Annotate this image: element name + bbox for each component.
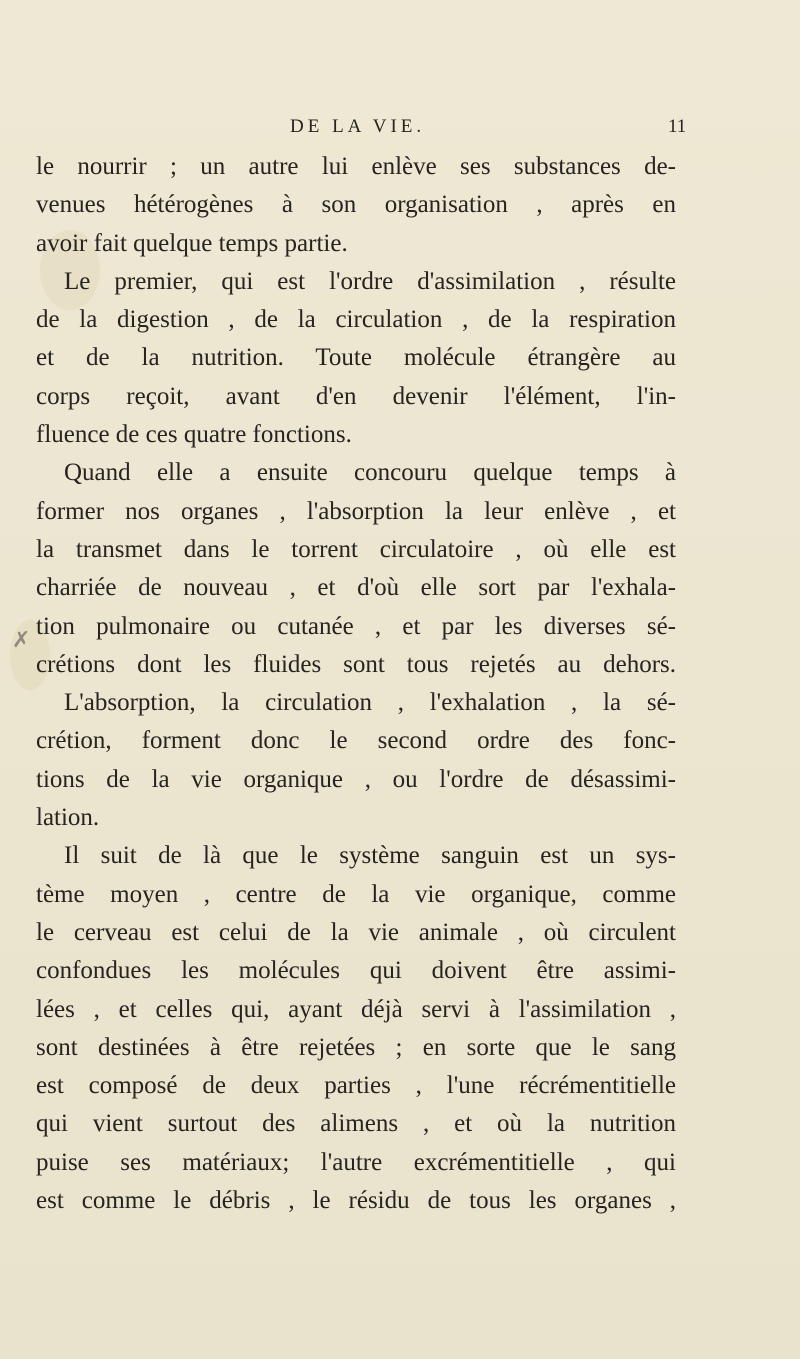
text-line: lation. [36, 804, 100, 832]
text-line: corps reçoit, avant d'en devenir l'élément, l'in- [36, 382, 676, 410]
text-line: avoir fait quelque temps partie. [36, 229, 348, 257]
text-line: lées , et celles qui, ayant déjà servi à l'assimilation , [36, 995, 676, 1023]
text-line: qui vient surtout des alimens , et où la nutrition [36, 1110, 676, 1138]
text-line: crétions dont les fluides sont tous rejetés au dehors. [36, 650, 676, 678]
text-line: est comme le débris , le résidu de tous les organes , [36, 1187, 676, 1215]
text-line: puise ses matériaux; l'autre excrémentitielle , qui [36, 1148, 676, 1176]
text-line: confondues les molécules qui doivent être assimi- [36, 957, 676, 985]
body-text [36, 148, 676, 1220]
text-line: charriée de nouveau , et d'où elle sort par l'exhala- [36, 574, 676, 602]
margin-cross-mark: ✗ [12, 628, 31, 653]
text-line: tions de la vie organique , ou l'ordre de désassimi- [36, 765, 676, 793]
text-line: le nourrir ; un autre lui enlève ses substances de- [36, 153, 676, 180]
text-line: de la digestion , de la circulation , de la respiration [36, 306, 676, 334]
text-line: le cerveau est celui de la vie animale , où circulent [36, 918, 676, 946]
text-line: et de la nutrition. Toute molécule étrangère au [36, 344, 676, 372]
text-line: fluence de ces quatre fonctions. [36, 421, 352, 449]
text-line: venues hétérogènes à son organisation , après en [36, 191, 676, 219]
text-line: tème moyen , centre de la vie organique, comme [36, 880, 676, 908]
text-line: la transmet dans le torrent circulatoire , où elle est [36, 535, 676, 563]
text-line: sont destinées à être rejetées ; en sorte que le sang [36, 1033, 676, 1061]
text-line: Quand elle a ensuite concouru quelque temps à [64, 459, 676, 487]
text-line: crétion, forment donc le second ordre des fonc- [36, 727, 676, 755]
running-head [0, 116, 800, 146]
text-line: former nos organes , l'absorption la leur enlève , et [36, 497, 676, 525]
text-line: est composé de deux parties , l'une récrémentitielle [36, 1072, 676, 1100]
page-number: 11 [668, 116, 687, 137]
running-title: DE LA VIE. [290, 116, 426, 137]
text-line: L'absorption, la circulation , l'exhalation , la sé- [64, 689, 676, 717]
text-line: Il suit de là que le système sanguin est un sys- [64, 842, 676, 870]
text-line: Le premier, qui est l'ordre d'assimilation , résulte [64, 267, 676, 295]
text-line: tion pulmonaire ou cutanée , et par les diverses sé- [36, 612, 676, 640]
